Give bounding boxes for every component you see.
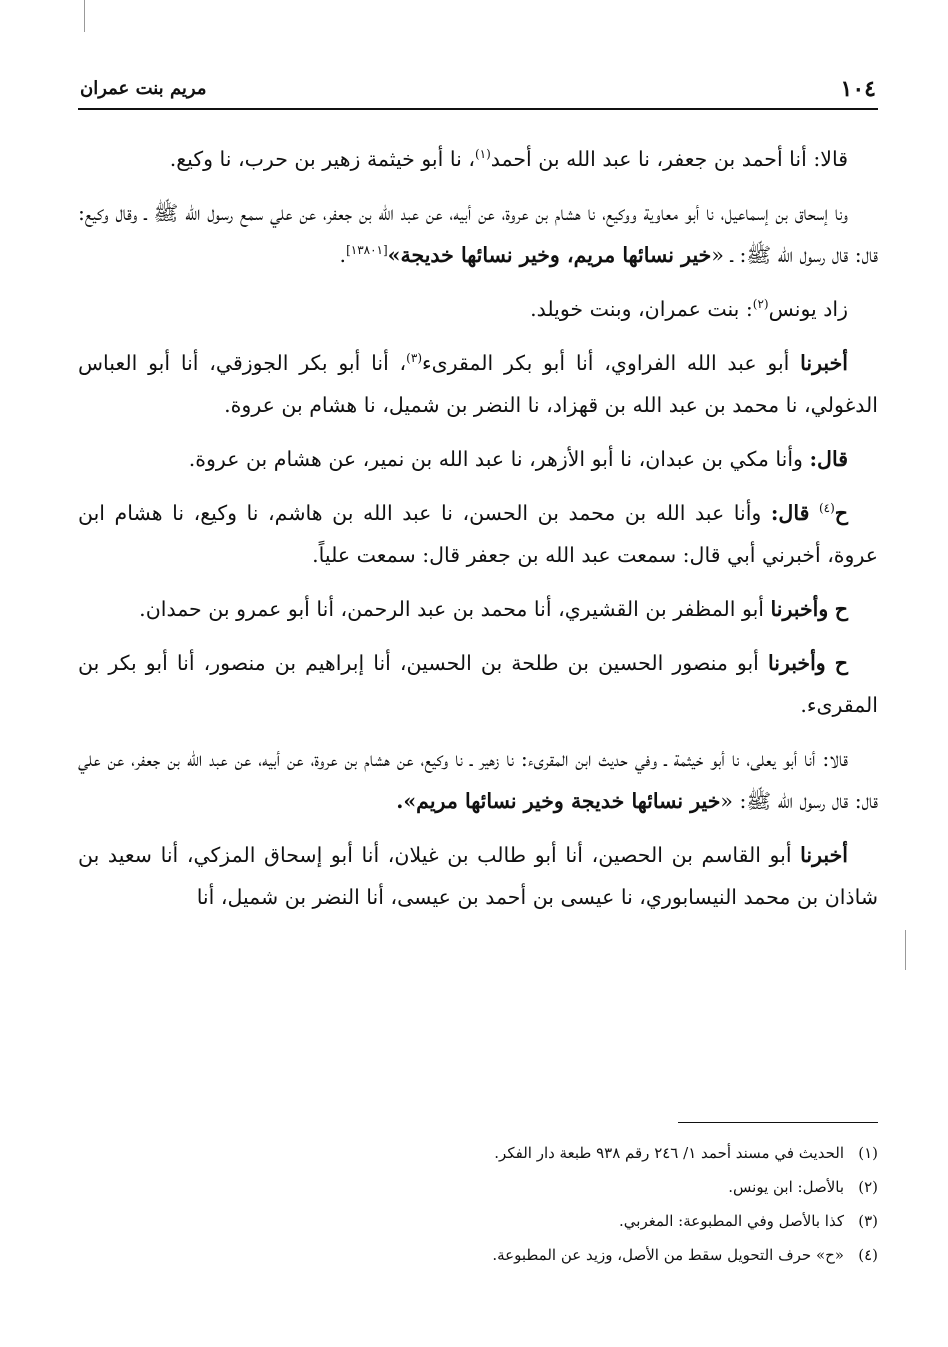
footnote-4: (٤)«ح» حرف التحويل سقط من الأصل، وزيد عن المطبوعة.	[492, 1246, 878, 1264]
footnote-ref-4: (٤)	[818, 501, 835, 516]
right-margin-mark	[905, 930, 906, 970]
footnote-1: (١)الحديث في مسند أحمد ١/ ٢٤٦ رقم ٩٣٨ طبعة دار الفكر.	[494, 1144, 878, 1162]
footnote-3: (٣)كذا بالأصل وفي المطبوعة: المغربي.	[619, 1212, 878, 1230]
footnote-ref-3: (٣)	[406, 351, 422, 366]
page-number: ١٠٤	[840, 76, 876, 102]
footnote-2: (٢)بالأصل: ابن يونس.	[728, 1178, 878, 1196]
document-page	[78, 60, 878, 1290]
paragraph-8: ح وأخبرنا أبو منصور الحسين بن طلحة بن الحسين، أنا إبراهيم بن منصور، أنا أبو بكر بن المقرىء.	[78, 651, 878, 717]
paragraph-7: ح وأخبرنا أبو المظفر بن القشيري، أنا محمد بن عبد الرحمن، أنا أبو عمرو بن حمدان.	[139, 597, 848, 621]
left-margin-mark	[84, 0, 85, 32]
paragraph-2: ونا إسحاق بن إسماعيل، نا أبو معاوية ووكيع، نا هشام بن عروة، عن أبيه، عن عبد الله بن جعفر، عن علي سمع رسول الله ﷺ ـ وقال وكيع: قال: قال رسول الله ﷺ: ـ «خير نسائها مريم، وخير نسائها خديجة»[١٣٨٠١].	[78, 201, 878, 267]
hadith-quote-2: خير نسائها خديجة وخير نسائها مريم».	[396, 789, 721, 813]
page-body	[78, 138, 878, 930]
paragraph-1: قالا: أنا أحمد بن جعفر، نا عبد الله بن أحمد$^{(١)}$، نا أبو خيثمة زهير بن حرب، نا وكيع.	[169, 147, 848, 171]
hadith-quote: خير نسائها مريم، وخير نسائها خديجة»	[387, 243, 712, 267]
paragraph-5: قال: وأنا مكي بن عبدان، نا أبو الأزهر، نا عبد الله بن نمير، عن هشام بن عروة.	[188, 447, 848, 471]
paragraph-3: زاد يونس$^{(٢)}$: بنت عمران، وبنت خويلد.	[530, 297, 848, 321]
paragraph-6: ح$^{(٤)}$ قال: وأنا عبد الله بن محمد بن الحسن، نا عبد الله بن هاشم، نا وكيع، نا هشام ابن عروة، أخبرني أبي قال: سمعت عبد الله بن جعفر قال: سمعت علياً.	[78, 501, 878, 567]
footnotes	[78, 1136, 878, 1272]
paragraph-9: قالا: أنا أبو يعلى، نا أبو خيثمة ـ وفي حديث ابن المقرىء: نا زهير ـ نا وكيع، عن هشام بن عروة، عن أبيه، عن عبد الله بن جعفر، عن علي قال: قال رسول الله ﷺ: «خير نسائها خديجة وخير نسائها مريم».	[78, 747, 878, 813]
paragraph-4: أخبرنا أبو عبد الله الفراوي، أنا أبو بكر المقرىء$^{(٣)}$، أنا أبو بكر الجوزقي، أنا أبو العباس الدغولي، نا محمد بن عبد الله بن قهزاد، نا النضر بن شميل، نا هشام بن عروة.	[78, 351, 878, 417]
footnote-ref-2: (٢)	[752, 297, 769, 312]
paragraph-10: أخبرنا أبو القاسم بن الحصين، أنا أبو طالب بن غيلان، أنا أبو إسحاق المزكي، أنا سعيد بن شاذان بن محمد النيسابوري، نا عيسى بن أحمد بن عيسى، أنا النضر بن شميل، أنا	[78, 843, 878, 909]
footnote-divider	[678, 1122, 878, 1123]
footnote-ref-1: (١)	[474, 147, 491, 162]
hadith-number: [١٣٨٠١]	[346, 243, 388, 258]
running-title: مريم بنت عمران	[80, 78, 207, 99]
page-header	[78, 74, 878, 110]
